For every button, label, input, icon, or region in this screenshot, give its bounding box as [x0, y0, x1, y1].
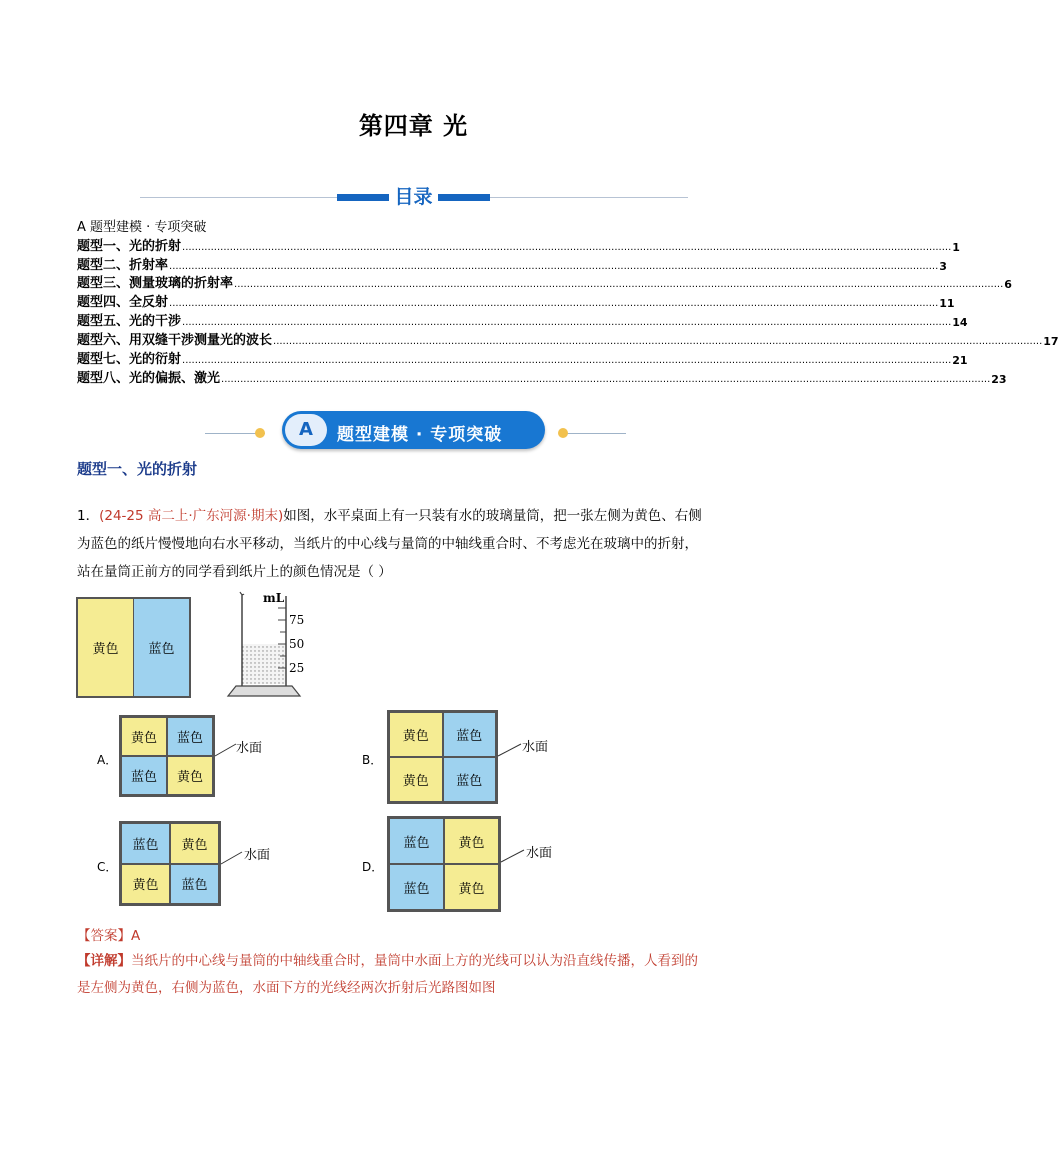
water: [242, 644, 286, 684]
toc-accent-bar-right: [438, 194, 490, 201]
detail-line-2: 是左侧为黄色，右侧为蓝色，水面下方的光线经两次折射后光路图如图: [77, 980, 496, 996]
answer: [77, 924, 140, 944]
toc-item-label: 题型八、光的偏振、激光: [77, 371, 221, 386]
section-banner-badge: A: [285, 414, 327, 446]
section-heading: 题型一、光的折射: [77, 460, 198, 478]
option-cell: 黄色: [444, 864, 499, 910]
toc-item-label: 题型二、折射率: [77, 258, 169, 273]
toc-item[interactable]: [77, 368, 1007, 386]
banner-dot-right: [558, 428, 568, 438]
water-surface-label: 水面: [526, 846, 553, 861]
toc-item[interactable]: [77, 349, 968, 367]
question-text: 如图，水平桌面上有一只装有水的玻璃量筒，把一张左侧为黄色、右侧: [283, 508, 702, 524]
cylinder-tick-label: 75: [289, 613, 305, 627]
water-pointer: [497, 742, 523, 758]
banner-line-right: [566, 433, 626, 434]
water-surface-label: 水面: [236, 741, 263, 756]
option-cell: 黄色: [121, 717, 167, 756]
detail-label: 【详解】: [77, 953, 131, 969]
toc-item[interactable]: [77, 330, 1059, 348]
toc-item-page: 23: [991, 373, 1007, 386]
paper-card: [76, 597, 191, 698]
detail-text: 当纸片的中心线与量筒的中轴线重合时，量筒中水面上方的光线可以认为沿直线传播，人看到的: [131, 953, 698, 969]
cylinder-tick-label: 25: [289, 661, 305, 675]
option-cell: 黄色: [121, 864, 170, 905]
option-cell: 黄色: [389, 757, 443, 802]
toc-item-page: 11: [939, 297, 955, 310]
option-cell: 黄色: [170, 823, 219, 864]
paper-yellow-half: 黄色: [78, 599, 134, 696]
toc-item-label: 题型五、光的干涉: [77, 314, 182, 329]
option-a-figure[interactable]: [119, 715, 215, 797]
option-b-figure[interactable]: [387, 710, 498, 804]
toc-item-page: 14: [952, 316, 968, 329]
option-cell: 蓝色: [121, 756, 167, 795]
toc-item[interactable]: [77, 273, 1012, 291]
option-cell: 蓝色: [167, 717, 213, 756]
toc-item-page: 6: [1004, 278, 1012, 291]
toc-item[interactable]: [77, 255, 947, 273]
toc-item-label: 题型三、测量玻璃的折射率: [77, 276, 234, 291]
option-c-letter[interactable]: C．: [97, 860, 118, 874]
toc-section-title: A 题型建模 · 专项突破: [77, 220, 207, 235]
toc-leader: ..................................................................................................................................................................................................................................................: [182, 317, 952, 328]
answer-value: A: [131, 928, 141, 944]
toc-item-page: 21: [952, 354, 968, 367]
paper-blue-half: 蓝色: [134, 599, 189, 696]
option-b-letter[interactable]: B．: [362, 753, 383, 767]
water-surface-label: 水面: [244, 848, 271, 863]
toc-leader: ..................................................................................................................................................................................................................................................: [234, 279, 1004, 290]
option-cell: 黄色: [444, 818, 499, 864]
toc-leader: ..................................................................................................................................................................................................................................................: [182, 355, 952, 366]
question-line-3: 站在量筒正前方的同学看到纸片上的颜色情况是（ ）: [77, 564, 392, 580]
toc-item[interactable]: [77, 292, 955, 310]
page-title: 第四章 光: [358, 112, 469, 140]
question-source: (24-25 高二上·广东河源·期末): [99, 508, 284, 524]
option-c-figure[interactable]: [119, 821, 221, 906]
option-cell: 蓝色: [389, 818, 444, 864]
option-d-letter[interactable]: D．: [362, 860, 384, 874]
toc-item-page: 1: [952, 241, 960, 254]
toc-item-label: 题型一、光的折射: [77, 239, 182, 254]
cylinder-tick-label: 50: [289, 637, 305, 651]
option-cell: 蓝色: [443, 712, 497, 757]
toc-item-label: 题型四、全反射: [77, 295, 169, 310]
option-cell: 黄色: [167, 756, 213, 795]
toc-leader: ..................................................................................................................................................................................................................................................: [182, 242, 952, 253]
option-cell: 黄色: [389, 712, 443, 757]
toc-accent-bar-left: [337, 194, 389, 201]
measuring-cylinder: [222, 590, 322, 702]
toc-item[interactable]: [77, 311, 968, 329]
water-surface-label: 水面: [522, 740, 549, 755]
water-pointer: [214, 742, 238, 758]
option-a-letter[interactable]: A．: [97, 753, 118, 767]
option-cell: 蓝色: [170, 864, 219, 905]
question-line-2: 为蓝色的纸片慢慢地向右水平移动，当纸片的中心线与量筒的中轴线重合时、不考虑光在玻璃中的折射，: [77, 536, 698, 552]
toc-leader: ..................................................................................................................................................................................................................................................: [169, 298, 939, 309]
answer-label: 【答案】: [77, 928, 131, 944]
cylinder-base: [228, 686, 300, 696]
water-pointer: [220, 850, 244, 866]
question-number: 1．: [77, 508, 100, 524]
banner-dot-left: [255, 428, 265, 438]
toc-leader: ..................................................................................................................................................................................................................................................: [221, 374, 991, 385]
cylinder-unit: mL: [263, 591, 285, 605]
option-d-figure[interactable]: [387, 816, 501, 912]
option-cell: 蓝色: [443, 757, 497, 802]
toc-item-page: 3: [939, 260, 947, 273]
toc-item[interactable]: [77, 236, 960, 254]
toc-leader: ..................................................................................................................................................................................................................................................: [169, 261, 939, 272]
toc-heading: 目录: [389, 182, 438, 209]
detail-line-1: [77, 950, 698, 972]
option-cell: 蓝色: [121, 823, 170, 864]
toc-item-page: 17: [1043, 335, 1059, 348]
toc-item-label: 题型六、用双缝干涉测量光的波长: [77, 333, 273, 348]
question-line-1: [77, 506, 702, 526]
toc-leader: ..................................................................................................................................................................................................................................................: [273, 336, 1043, 347]
option-cell: 蓝色: [389, 864, 444, 910]
toc-item-label: 题型七、光的衍射: [77, 352, 182, 367]
water-pointer: [500, 848, 526, 864]
section-banner-text: 题型建模 · 专项突破: [337, 425, 503, 445]
